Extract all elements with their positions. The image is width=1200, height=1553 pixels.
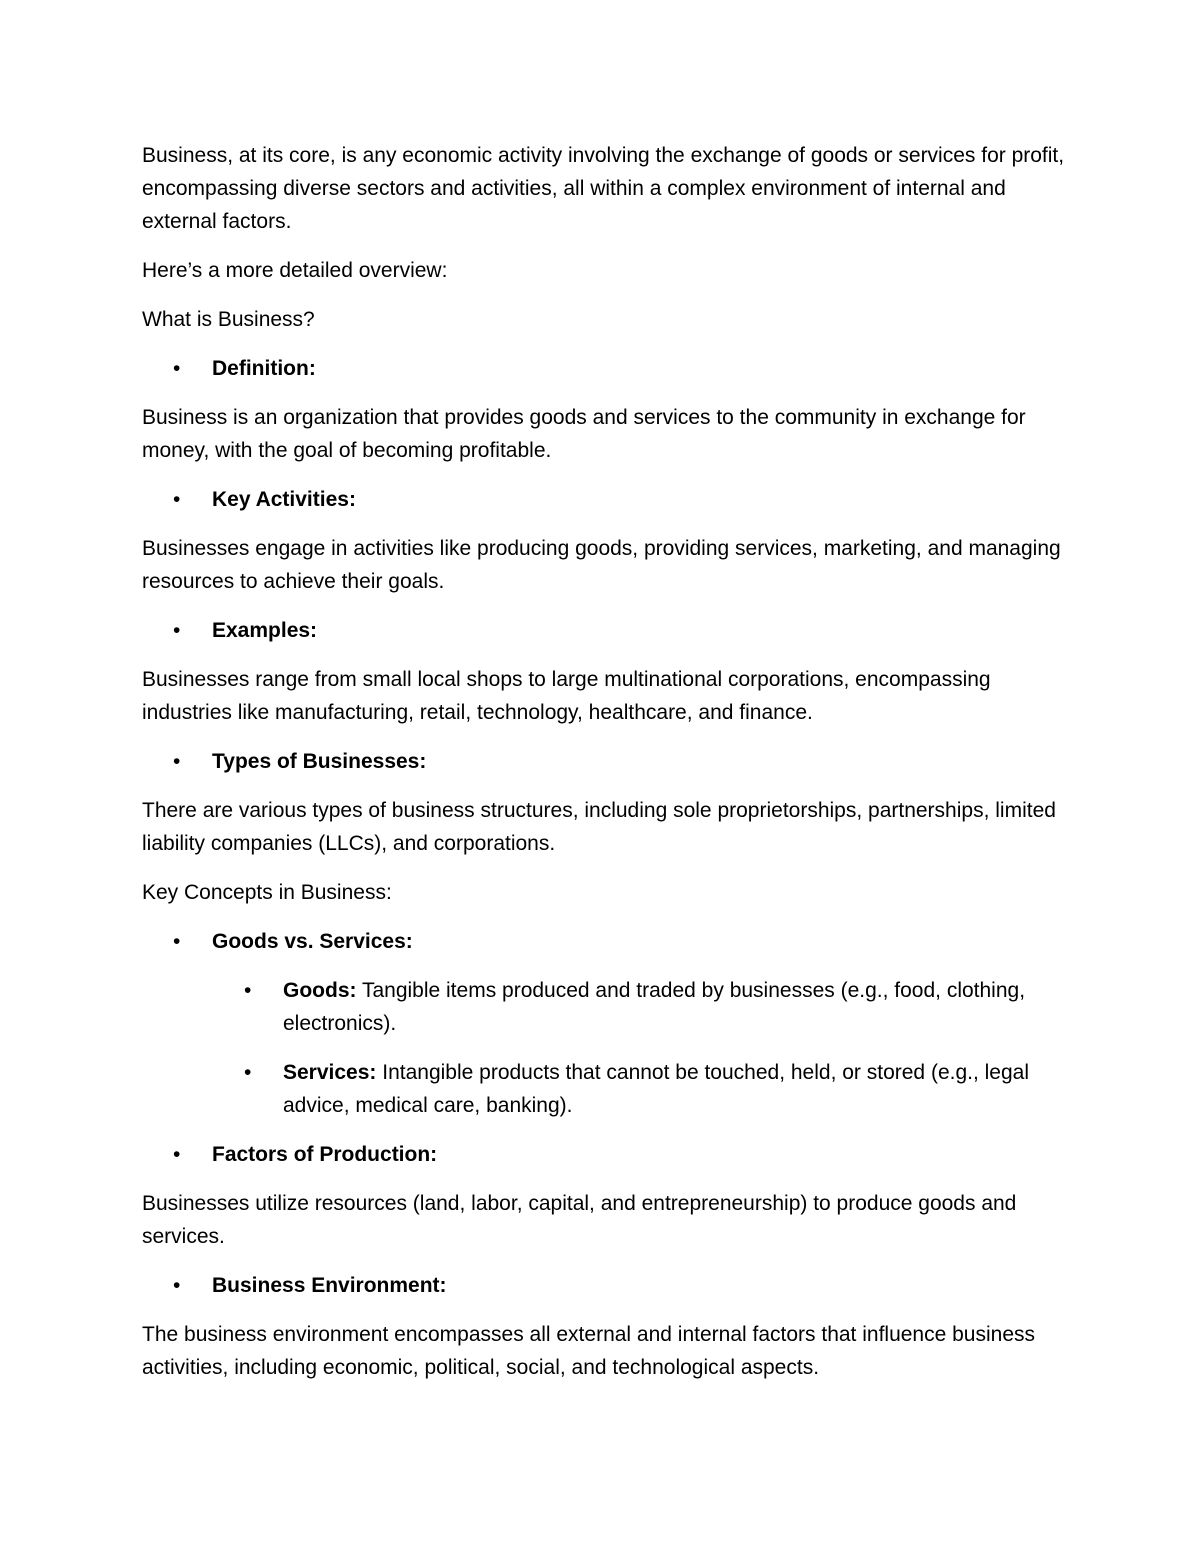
bullet-label-definition: Definition:: [212, 357, 316, 380]
bullet-business-environment: [142, 1269, 1067, 1302]
intro-paragraph: Business, at its core, is any economic activity involving the exchange of goods or services for profit, encompassing diverse sectors and activities, all within a complex environment of internal and external factors.: [142, 144, 1065, 233]
types-paragraph: There are various types of business structures, including sole proprietorships, partnerships, limited liability companies (LLCs), and corporations.: [142, 799, 1056, 855]
sub-bullet-services: [142, 1056, 1067, 1122]
sub-bullet-text-goods: Tangible items produced and traded by businesses (e.g., food, clothing, electronics).: [283, 979, 1026, 1035]
bullet-label-goods-vs-services: Goods vs. Services:: [212, 930, 413, 953]
sub-bullet-goods: [142, 974, 1067, 1040]
environment-paragraph: The business environment encompasses all external and internal factors that influence business activities, including economic, political, social, and technological aspects.: [142, 1323, 1036, 1379]
bullet-dot-icon: •: [173, 488, 181, 511]
sub-bullet-text-services: Intangible products that cannot be touched, held, or stored (e.g., legal advice, medical care, banking).: [283, 1061, 1030, 1117]
bullet-label-types: Types of Businesses:: [212, 750, 427, 773]
definition-paragraph: Business is an organization that provides goods and services to the community in exchange for money, with the goal of becoming profitable.: [142, 406, 1026, 462]
section-heading-key-concepts: Key Concepts in Business:: [142, 881, 392, 904]
bullet-key-activities: [142, 483, 1067, 516]
bullet-dot-icon: •: [173, 357, 181, 380]
bullet-dot-icon: •: [244, 979, 252, 1002]
sub-bullet-label-goods: Goods:: [283, 979, 357, 1002]
bullet-goods-vs-services: [142, 925, 1067, 958]
section-heading-what-is-business: What is Business?: [142, 308, 315, 331]
document-page: [142, 139, 1067, 1400]
bullet-dot-icon: •: [173, 1143, 181, 1166]
overview-line: Here’s a more detailed overview:: [142, 259, 448, 282]
bullet-dot-icon: •: [173, 619, 181, 642]
sub-bullet-label-services: Services:: [283, 1061, 377, 1084]
key-activities-paragraph: Businesses engage in activities like producing goods, providing services, marketing, and managing resources to achieve their goals.: [142, 537, 1061, 593]
bullet-label-examples: Examples:: [212, 619, 318, 642]
bullet-examples: [142, 614, 1067, 647]
bullet-dot-icon: •: [244, 1061, 252, 1084]
bullet-definition: [142, 352, 1067, 385]
bullet-label-factors: Factors of Production:: [212, 1143, 438, 1166]
bullet-label-environment: Business Environment:: [212, 1274, 447, 1297]
factors-paragraph: Businesses utilize resources (land, labor, capital, and entrepreneurship) to produce goods and services.: [142, 1192, 1017, 1248]
bullet-dot-icon: •: [173, 750, 181, 773]
examples-paragraph: Businesses range from small local shops to large multinational corporations, encompassing industries like manufacturing, retail, technology, healthcare, and finance.: [142, 668, 991, 724]
bullet-dot-icon: •: [173, 1274, 181, 1297]
bullet-types-of-businesses: [142, 745, 1067, 778]
bullet-label-key-activities: Key Activities:: [212, 488, 356, 511]
bullet-dot-icon: •: [173, 930, 181, 953]
bullet-factors-of-production: [142, 1138, 1067, 1171]
